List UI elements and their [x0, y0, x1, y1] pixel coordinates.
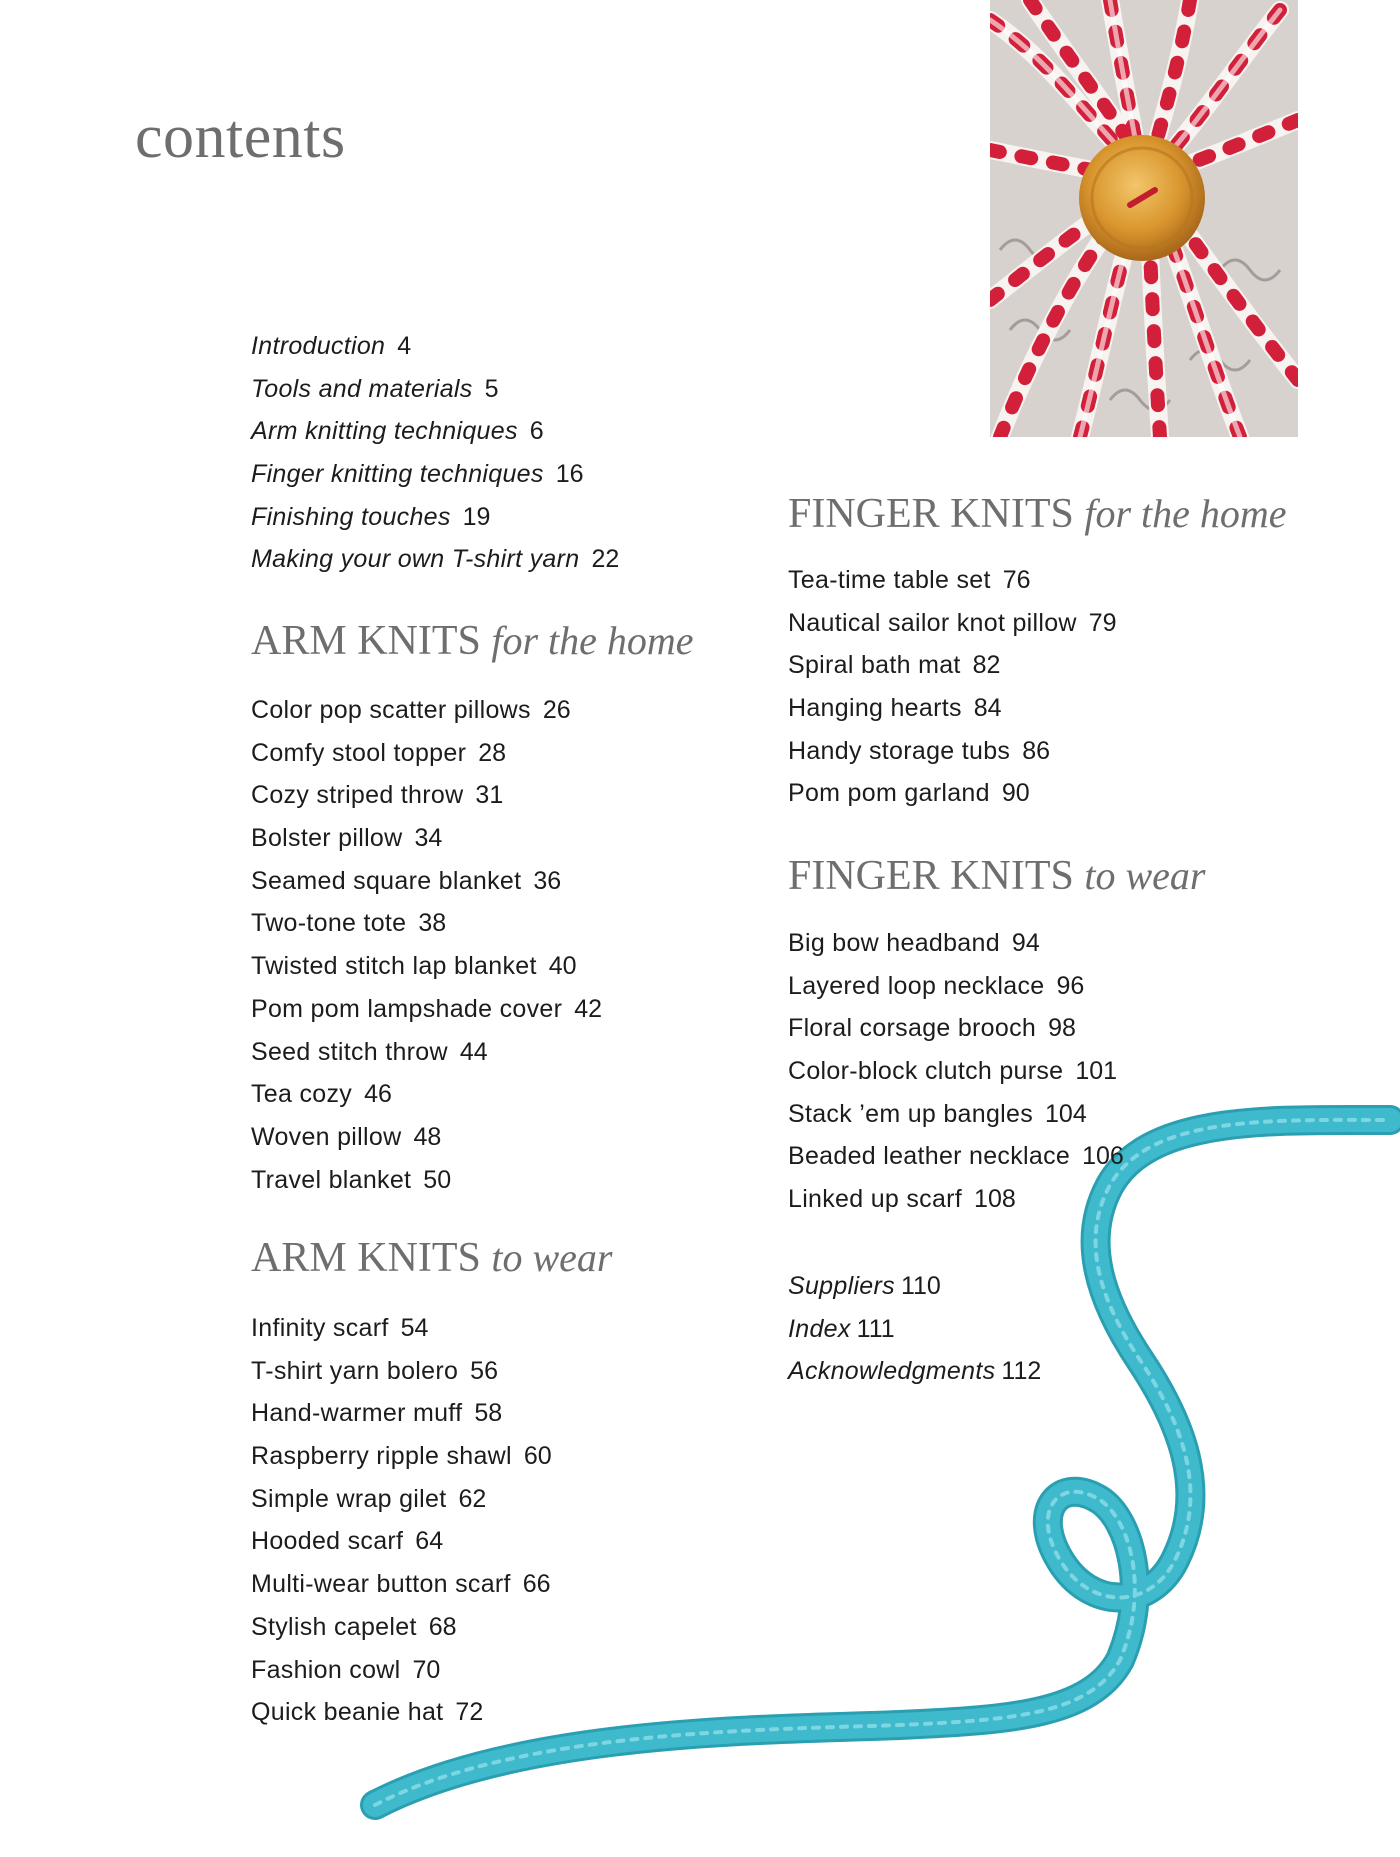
page-number: 110	[900, 1272, 941, 1300]
toc-item[interactable]: Comfy stool topper 28	[251, 738, 507, 767]
section-heading-finger-wear: FINGER KNITS to wear	[788, 853, 1206, 899]
page-number: 108	[974, 1185, 1016, 1214]
toc-item[interactable]: Fashion cowl 70	[251, 1655, 441, 1684]
page-number: 111	[856, 1314, 895, 1343]
page-number: 22	[591, 545, 620, 574]
toc-item[interactable]: Two-tone tote 38	[251, 909, 447, 938]
toc-item[interactable]: Layered loop necklace 96	[788, 971, 1085, 1000]
toc-item[interactable]: Woven pillow 48	[251, 1122, 442, 1151]
toc-item[interactable]: Twisted stitch lap blanket 40	[251, 952, 577, 981]
page-number: 46	[364, 1080, 392, 1109]
page-number: 54	[400, 1314, 429, 1342]
arm-wear-list	[251, 1307, 552, 1734]
finger-wear-list	[788, 922, 1124, 1221]
toc-item[interactable]: Pom pom lampshade cover 42	[251, 994, 603, 1023]
page-number: 6	[529, 417, 544, 446]
toc-item-acknowledgments[interactable]: Acknowledgments 112	[788, 1357, 1042, 1386]
page-number: 26	[542, 696, 571, 724]
toc-item[interactable]: Tea cozy 46	[251, 1080, 392, 1109]
toc-item-index[interactable]: Index 111	[788, 1314, 895, 1343]
page-number: 58	[474, 1399, 503, 1428]
toc-item[interactable]: Cozy striped throw 31	[251, 781, 504, 810]
page-number: 112	[1001, 1357, 1042, 1386]
toc-item-finger-knitting-techniques[interactable]: Finger knitting techniques 16	[251, 460, 584, 489]
page-number: 106	[1082, 1142, 1124, 1171]
page-number: 42	[574, 994, 603, 1023]
page-number: 5	[484, 374, 499, 403]
page-number: 90	[1001, 779, 1030, 808]
toc-item[interactable]: Stylish capelet 68	[251, 1612, 457, 1641]
knitted-button-photo	[990, 0, 1298, 437]
page-number: 60	[523, 1442, 552, 1471]
toc-item[interactable]: Color pop scatter pillows 26	[251, 696, 571, 724]
page-number: 66	[522, 1570, 551, 1599]
toc-item[interactable]: Handy storage tubs 86	[788, 736, 1051, 765]
toc-item[interactable]: Travel blanket 50	[251, 1165, 452, 1194]
toc-item[interactable]: T-shirt yarn bolero 56	[251, 1356, 498, 1385]
toc-item-introduction[interactable]: Introduction 4	[251, 332, 412, 360]
page-number: 4	[397, 332, 412, 360]
toc-item[interactable]: Infinity scarf 54	[251, 1314, 429, 1342]
toc-item-suppliers[interactable]: Suppliers 110	[788, 1272, 941, 1300]
page-number: 84	[973, 694, 1002, 723]
toc-item[interactable]: Hooded scarf 64	[251, 1527, 444, 1556]
page-number: 79	[1088, 608, 1117, 637]
page-number: 64	[415, 1527, 444, 1556]
page-title: contents	[135, 103, 346, 171]
page-number: 31	[475, 781, 504, 810]
page-number: 94	[1011, 929, 1040, 957]
section-heading-arm-wear: ARM KNITS to wear	[251, 1235, 613, 1281]
toc-item[interactable]: Linked up scarf 108	[788, 1185, 1016, 1214]
toc-item[interactable]: Bolster pillow 34	[251, 824, 443, 853]
toc-item[interactable]: Hand-warmer muff 58	[251, 1399, 503, 1428]
toc-item-making-tshirt-yarn[interactable]: Making your own T-shirt yarn 22	[251, 545, 620, 574]
intro-list	[251, 325, 619, 581]
toc-item[interactable]: Simple wrap gilet 62	[251, 1484, 487, 1513]
page-number: 44	[459, 1037, 488, 1066]
arm-home-list	[251, 689, 602, 1201]
toc-left-column	[251, 325, 619, 581]
page-number: 72	[455, 1698, 484, 1727]
toc-item[interactable]: Floral corsage brooch 98	[788, 1014, 1076, 1043]
section-heading-arm-home: ARM KNITS for the home	[251, 618, 694, 664]
toc-item[interactable]: Pom pom garland 90	[788, 779, 1030, 808]
page-number: 28	[478, 738, 507, 767]
toc-item[interactable]: Quick beanie hat 72	[251, 1698, 484, 1727]
toc-item[interactable]: Hanging hearts 84	[788, 694, 1002, 723]
back-matter-list	[788, 1265, 1041, 1393]
finger-home-list	[788, 559, 1117, 815]
page-number: 98	[1048, 1014, 1076, 1043]
toc-item[interactable]: Nautical sailor knot pillow 79	[788, 608, 1117, 637]
page-number: 34	[414, 824, 443, 853]
toc-item[interactable]: Tea-time table set 76	[788, 566, 1031, 594]
page-number: 86	[1022, 736, 1051, 765]
toc-item[interactable]: Beaded leather necklace 106	[788, 1142, 1124, 1171]
toc-item[interactable]: Seamed square blanket 36	[251, 866, 562, 895]
toc-item[interactable]: Seed stitch throw 44	[251, 1037, 488, 1066]
toc-item[interactable]: Color-block clutch purse 101	[788, 1057, 1118, 1086]
toc-item-arm-knitting-techniques[interactable]: Arm knitting techniques 6	[251, 417, 544, 446]
page-number: 48	[413, 1122, 442, 1151]
page-number: 76	[1002, 566, 1031, 594]
page-number: 19	[462, 502, 491, 531]
page-number: 16	[555, 460, 584, 489]
page-number: 36	[533, 866, 562, 895]
page-number: 82	[972, 651, 1001, 680]
page-number: 56	[470, 1356, 498, 1385]
toc-item-finishing-touches[interactable]: Finishing touches 19	[251, 502, 491, 531]
toc-item[interactable]: Spiral bath mat 82	[788, 651, 1001, 680]
page-number: 68	[428, 1612, 457, 1641]
page-number: 101	[1075, 1057, 1118, 1086]
section-heading-finger-home: FINGER KNITS for the home	[788, 491, 1287, 537]
page-number: 38	[418, 909, 447, 938]
page-number: 104	[1045, 1099, 1087, 1128]
toc-item[interactable]: Raspberry ripple shawl 60	[251, 1442, 552, 1471]
page-number: 40	[548, 952, 577, 981]
toc-item[interactable]: Big bow headband 94	[788, 929, 1040, 957]
toc-item[interactable]: Stack ’em up bangles 104	[788, 1099, 1087, 1128]
page-number: 70	[412, 1655, 441, 1684]
page-number: 62	[458, 1484, 487, 1513]
toc-item-tools-and-materials[interactable]: Tools and materials 5	[251, 374, 499, 403]
page-number: 96	[1056, 971, 1085, 1000]
toc-item[interactable]: Multi-wear button scarf 66	[251, 1570, 551, 1599]
page-number: 50	[423, 1165, 452, 1194]
